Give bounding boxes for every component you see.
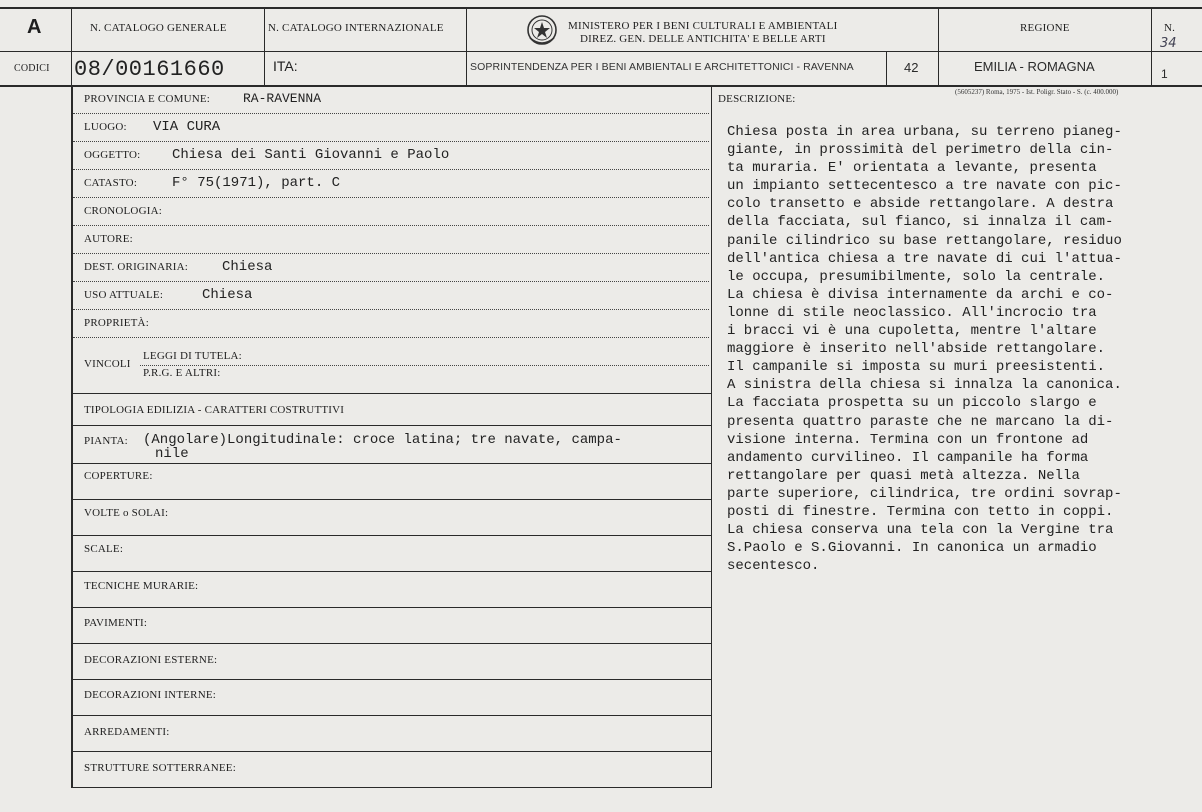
section-line [73,499,711,500]
col-divider-4 [886,51,887,85]
catalogo-generale-label: N. CATALOGO GENERALE [90,22,227,34]
luogo-value: VIA CURA [153,119,221,135]
coperture-label: COPERTURE: [84,470,153,482]
provincia-value: RA-RAVENNA [243,91,322,106]
dest-label: DEST. ORIGINARIA: [84,261,189,273]
row-sep [73,197,709,198]
header-divider [0,51,1202,52]
regione-value: EMILIA - ROMAGNA [974,59,1095,74]
autore-label: AUTORE: [84,233,133,245]
regione-label: REGIONE [1020,22,1070,34]
ministero-line2: DIREZ. GEN. DELLE ANTICHITA' E BELLE ARTI [580,33,826,45]
numero-handwritten: 34 [1160,36,1177,51]
section-line [73,425,711,426]
pavimenti-label: PAVIMENTI: [84,617,148,629]
uso-value: Chiesa [202,287,253,303]
section-line [73,393,711,394]
prg-label: P.R.G. E ALTRI: [143,367,221,379]
row-sep [73,141,709,142]
volte-label: VOLTE o SOLAI: [84,507,169,519]
catasto-value: F° 75(1971), part. C [172,175,341,191]
leggi-label: LEGGI DI TUTELA: [143,350,242,362]
left-frame [71,85,73,787]
bottom-frame [71,787,712,788]
luogo-label: LUOGO: [84,121,127,133]
col-divider-5 [938,7,939,85]
pianta-label: PIANTA: [84,435,128,447]
vincoli-label: VINCOLI [84,358,131,370]
row-sep [73,113,709,114]
print-note: (5605237) Roma, 1975 - Ist. Poligr. Stato - S. (c. 400.000) [955,88,1119,96]
provincia-label: PROVINCIA E COMUNE: [84,93,211,105]
section-line [73,607,711,608]
catalogo-internazionale-label: N. CATALOGO INTERNAZIONALE [268,22,444,34]
row-sep [73,281,709,282]
oggetto-label: OGGETTO: [84,149,141,161]
tipologia-label: TIPOLOGIA EDILIZIA - CARATTERI COSTRUTTIVI [84,404,345,416]
col-divider-3 [466,7,467,85]
scale-label: SCALE: [84,543,124,555]
section-line [73,643,711,644]
uso-label: USO ATTUALE: [84,289,164,301]
descrizione-label: DESCRIZIONE: [718,93,796,105]
dec-esterne-label: DECORAZIONI ESTERNE: [84,654,218,666]
section-line [73,571,711,572]
catalogo-number: 08/00161660 [74,57,225,82]
dec-interne-label: DECORAZIONI INTERNE: [84,689,217,701]
col-divider-6 [1151,7,1152,85]
cronologia-label: CRONOLOGIA: [84,205,162,217]
row-sep [73,253,709,254]
section-line [73,463,711,464]
section-line [73,535,711,536]
row-sep [140,365,709,366]
oggetto-value: Chiesa dei Santi Giovanni e Paolo [172,147,450,163]
codici-divider [0,85,1202,87]
arredamenti-label: ARREDAMENTI: [84,726,170,738]
strutture-label: STRUTTURE SOTTERRANEE: [84,762,236,774]
dest-value: Chiesa [222,259,273,275]
catasto-label: CATASTO: [84,177,138,189]
proprieta-label: PROPRIETÀ: [84,317,149,329]
form-letter: A [27,16,42,38]
pianta-value-line2: nile [155,446,189,462]
col-divider-2 [264,7,265,85]
descrizione-text: Chiesa posta in area urbana, su terreno pianeg- giante, in prossimità del perimetro della cin- ta muraria. E' orientata a levante, presenta un impianto settecentesco a tre navate con pic- colo transetto e abside rettangolare. A destra della facciata, sul fianco, si innalza il cam- panile cilindrico su base rettangolare, residuo dell'antica chiesa a tre navate di cui l'attua- le occupa, presumibilmente, solo la centrale. La chiesa è divisa internamente da archi e co- lonne di stile neoclassico. All'incrocio tra i bracci vi è una cupoletta, mentre l'altare maggiore è inserito nell'abside rettangolare. Il campanile si imposta su muri preesistenti. A sinistra della chiesa si innalza la canonica. La facciata prospetta su un piccolo slargo e presenta quattro paraste che ne marcano la di- visione interna. Termina con un frontone ad andamento curvilineo. Il campanile ha forma rettangolare per quasi metà altezza. Nella parte superiore, cilindrica, tre ordini sovrap- posti di finestre. Termina con tetto in coppi. La chiesa conserva una tela con la Vergine tra S.Paolo e S.Giovanni. In canonica un armadio secentesco. [727,124,1122,575]
top-border [0,7,1202,9]
ita-label: ITA: [273,58,298,74]
pianta-value-line1: (Angolare)Longitudinale: croce latina; tre navate, campa- [143,432,622,448]
codici-label: CODICI [14,63,50,74]
republic-emblem-icon [525,12,559,48]
section-line [73,679,711,680]
soprintendenza: SOPRINTENDENZA PER I BENI AMBIENTALI E ARCHITETTONICI - RAVENNA [470,61,854,73]
row-sep [73,337,709,338]
numero-value: 1 [1161,67,1168,81]
section-line [73,715,711,716]
row-sep [73,225,709,226]
col-divider-1 [71,7,72,85]
section-line [73,751,711,752]
center-frame [711,85,712,787]
tecniche-label: TECNICHE MURARIE: [84,580,199,592]
row-sep [73,309,709,310]
row-sep [73,169,709,170]
numero-label: N. [1164,22,1176,34]
ministero-line1: MINISTERO PER I BENI CULTURALI E AMBIENTALI [568,20,838,32]
code-value: 42 [904,60,919,75]
